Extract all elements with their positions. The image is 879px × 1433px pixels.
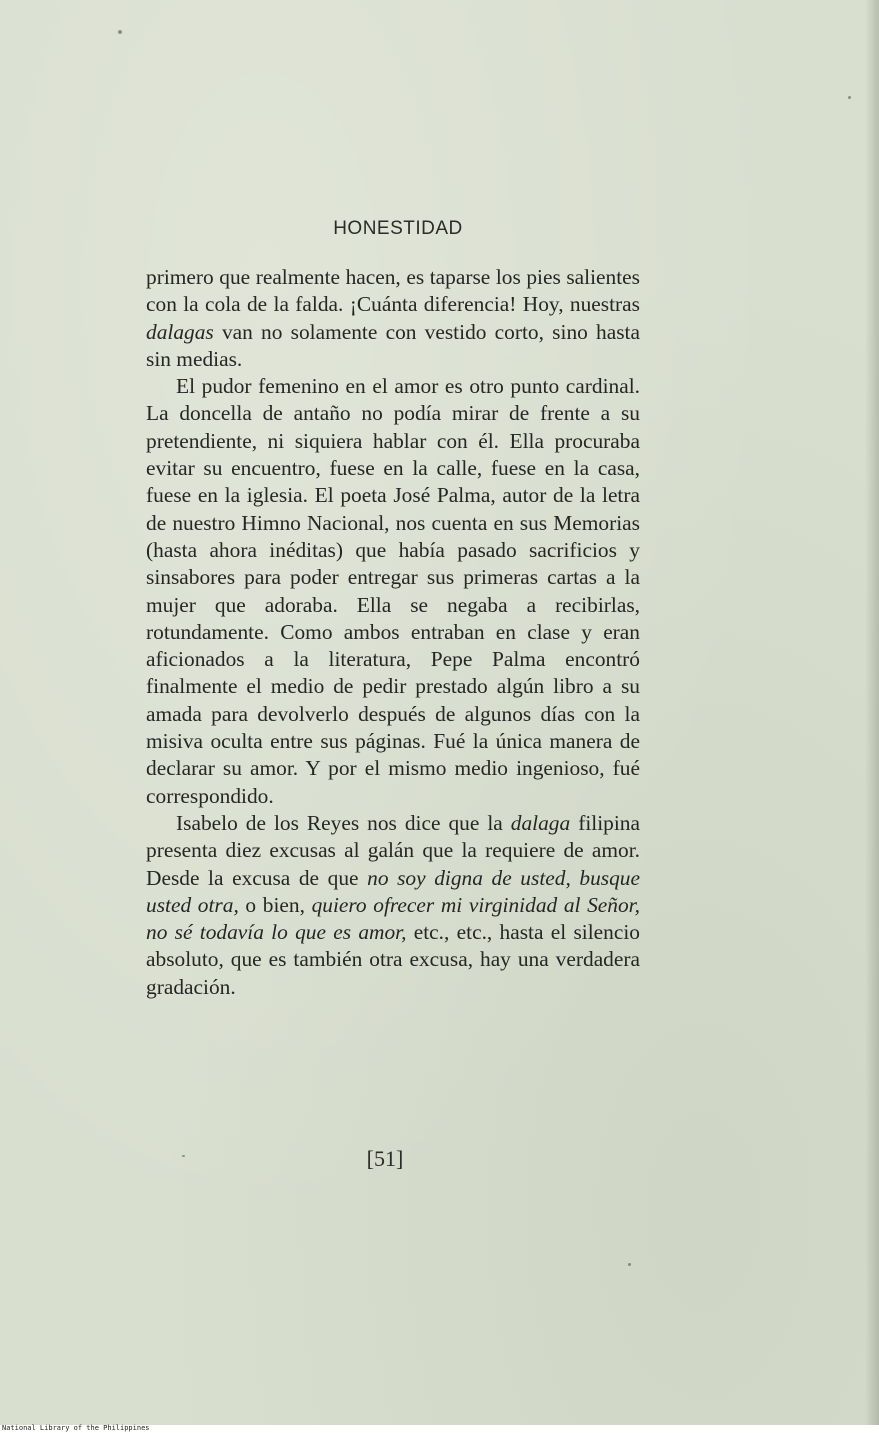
paper-speck bbox=[118, 30, 122, 34]
paragraph-3: Isabelo de los Reyes nos dice que la dalaga filipina presenta diez excusas al galán que la requiere de amor. Desde la excusa de que no soy digna de usted, busque usted otra, o bien, quiero ofrecer mi virginidad al Señor, no sé todavía lo que es amor, etc., etc., hasta el silencio absoluto, que es también otra excusa, hay una verdadera gradación. bbox=[146, 810, 640, 999]
paragraph-1: primero que realmente hacen, es taparse los pies salientes con la cola de la falda. ¡Cuánta diferencia! Hoy, nuestras dalagas van no solamente con vestido corto, sino hasta sin medias. bbox=[146, 265, 640, 371]
italic-term: dalagas bbox=[146, 319, 214, 344]
running-head: HONESTIDAD bbox=[333, 218, 463, 239]
paragraph-2: El pudor femenino en el amor es otro punto cardinal. La doncella de antaño no podía mirar de frente a su pretendiente, ni siquiera hablar con él. Ella procuraba evitar su encuentro, fuese en la calle, fuese en la casa, fuese en la iglesia. El poeta José Palma, autor de la letra de nuestro Himno Nacional, nos cuenta en sus Memorias (hasta ahora inéditas) que había pasado sacrificios y sinsabores para poder entregar sus primeras cartas a la mujer que adoraba. Ella se negaba a recibirlas, rotundamente. Como ambos entraban en clase y eran aficionados a la literatura, Pepe Palma encontró finalmente el medio de pedir prestado algún libro a su amada para devolverlo después de algunos días con la misiva oculta entre sus páginas. Fué la única manera de declarar su amor. Y por el mismo medio ingenioso, fué correspondido. bbox=[146, 374, 640, 808]
page-number: [51] bbox=[366, 1146, 404, 1171]
italic-quote: no soy digna de usted, busque usted otra, bbox=[146, 865, 640, 917]
library-credit: National Library of the Philippines bbox=[2, 1424, 150, 1432]
body-text bbox=[146, 264, 640, 1001]
paper-speck bbox=[848, 96, 851, 99]
paper-speck bbox=[628, 1263, 631, 1266]
italic-term: dalaga bbox=[510, 810, 571, 835]
italic-quote: quiero ofrecer mi virginidad al Señor, no sé todavía lo que es amor, bbox=[146, 892, 640, 945]
page-gutter-shadow bbox=[865, 0, 879, 1425]
